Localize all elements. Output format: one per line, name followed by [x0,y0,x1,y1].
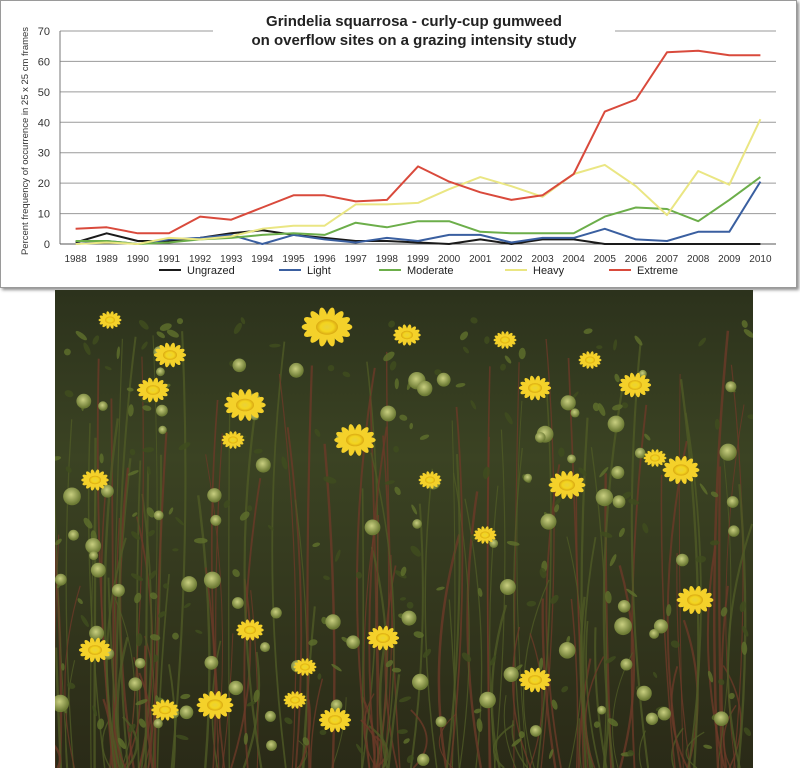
x-tick-label: 1998 [375,254,398,265]
x-tick-label: 2007 [655,254,679,265]
series-line-moderate [76,177,761,244]
x-tick-label: 2003 [531,254,554,265]
y-tick-label: 20 [37,178,50,191]
x-tick-label: 1994 [251,254,274,265]
x-tick-label: 1988 [64,254,87,265]
line-chart [1,1,796,287]
x-tick-label: 1989 [95,254,118,265]
x-tick-label: 1996 [313,254,336,265]
y-tick-label: 50 [37,86,50,99]
x-tick-label: 1991 [157,254,181,265]
y-tick-label: 70 [37,26,50,38]
x-tick-label: 2006 [624,254,648,265]
x-tick-label: 1997 [344,254,367,265]
x-tick-label: 2008 [687,254,710,265]
x-tick-label: 1992 [188,254,212,265]
gumweed-photo [55,290,753,768]
x-tick-label: 1993 [220,254,243,265]
x-tick-label: 2005 [593,254,616,265]
legend [159,265,678,277]
x-tick-label: 2002 [500,254,523,265]
x-tick-label: 1999 [406,254,430,265]
legend-label-extreme: Extreme [637,265,678,277]
series-line-heavy [76,119,761,244]
flower-field-image [55,290,753,768]
y-tick-label: 10 [37,208,50,221]
x-tick-label: 2010 [749,254,772,265]
x-tick-label: 2000 [438,254,461,265]
legend-label-ungrazed: Ungrazed [187,265,235,277]
y-axis-label: Percent frequency of occurrence in 25 x 25 cm frames [20,26,31,256]
x-tick-label: 2004 [562,254,585,265]
chart-panel [0,0,797,288]
chart-title-line2: on overflow sites on a grazing intensity study [251,32,577,49]
legend-label-light: Light [307,265,331,277]
y-tick-label: 0 [43,239,50,251]
legend-label-heavy: Heavy [533,265,565,277]
y-tick-label: 40 [37,117,50,130]
x-tick-label: 1995 [282,254,305,265]
series-line-light [76,182,761,244]
x-tick-label: 2001 [469,254,492,265]
x-tick-label: 2009 [718,254,741,265]
chart-title-line1: Grindelia squarrosa - curly-cup gumweed [266,13,562,30]
grid-lines [60,31,776,214]
y-tick-label: 30 [37,147,50,160]
series-lines [76,51,761,244]
title-block [213,7,615,51]
x-tick-label: 1990 [126,254,149,265]
y-tick-label: 60 [37,56,50,69]
legend-label-moderate: Moderate [407,265,454,277]
